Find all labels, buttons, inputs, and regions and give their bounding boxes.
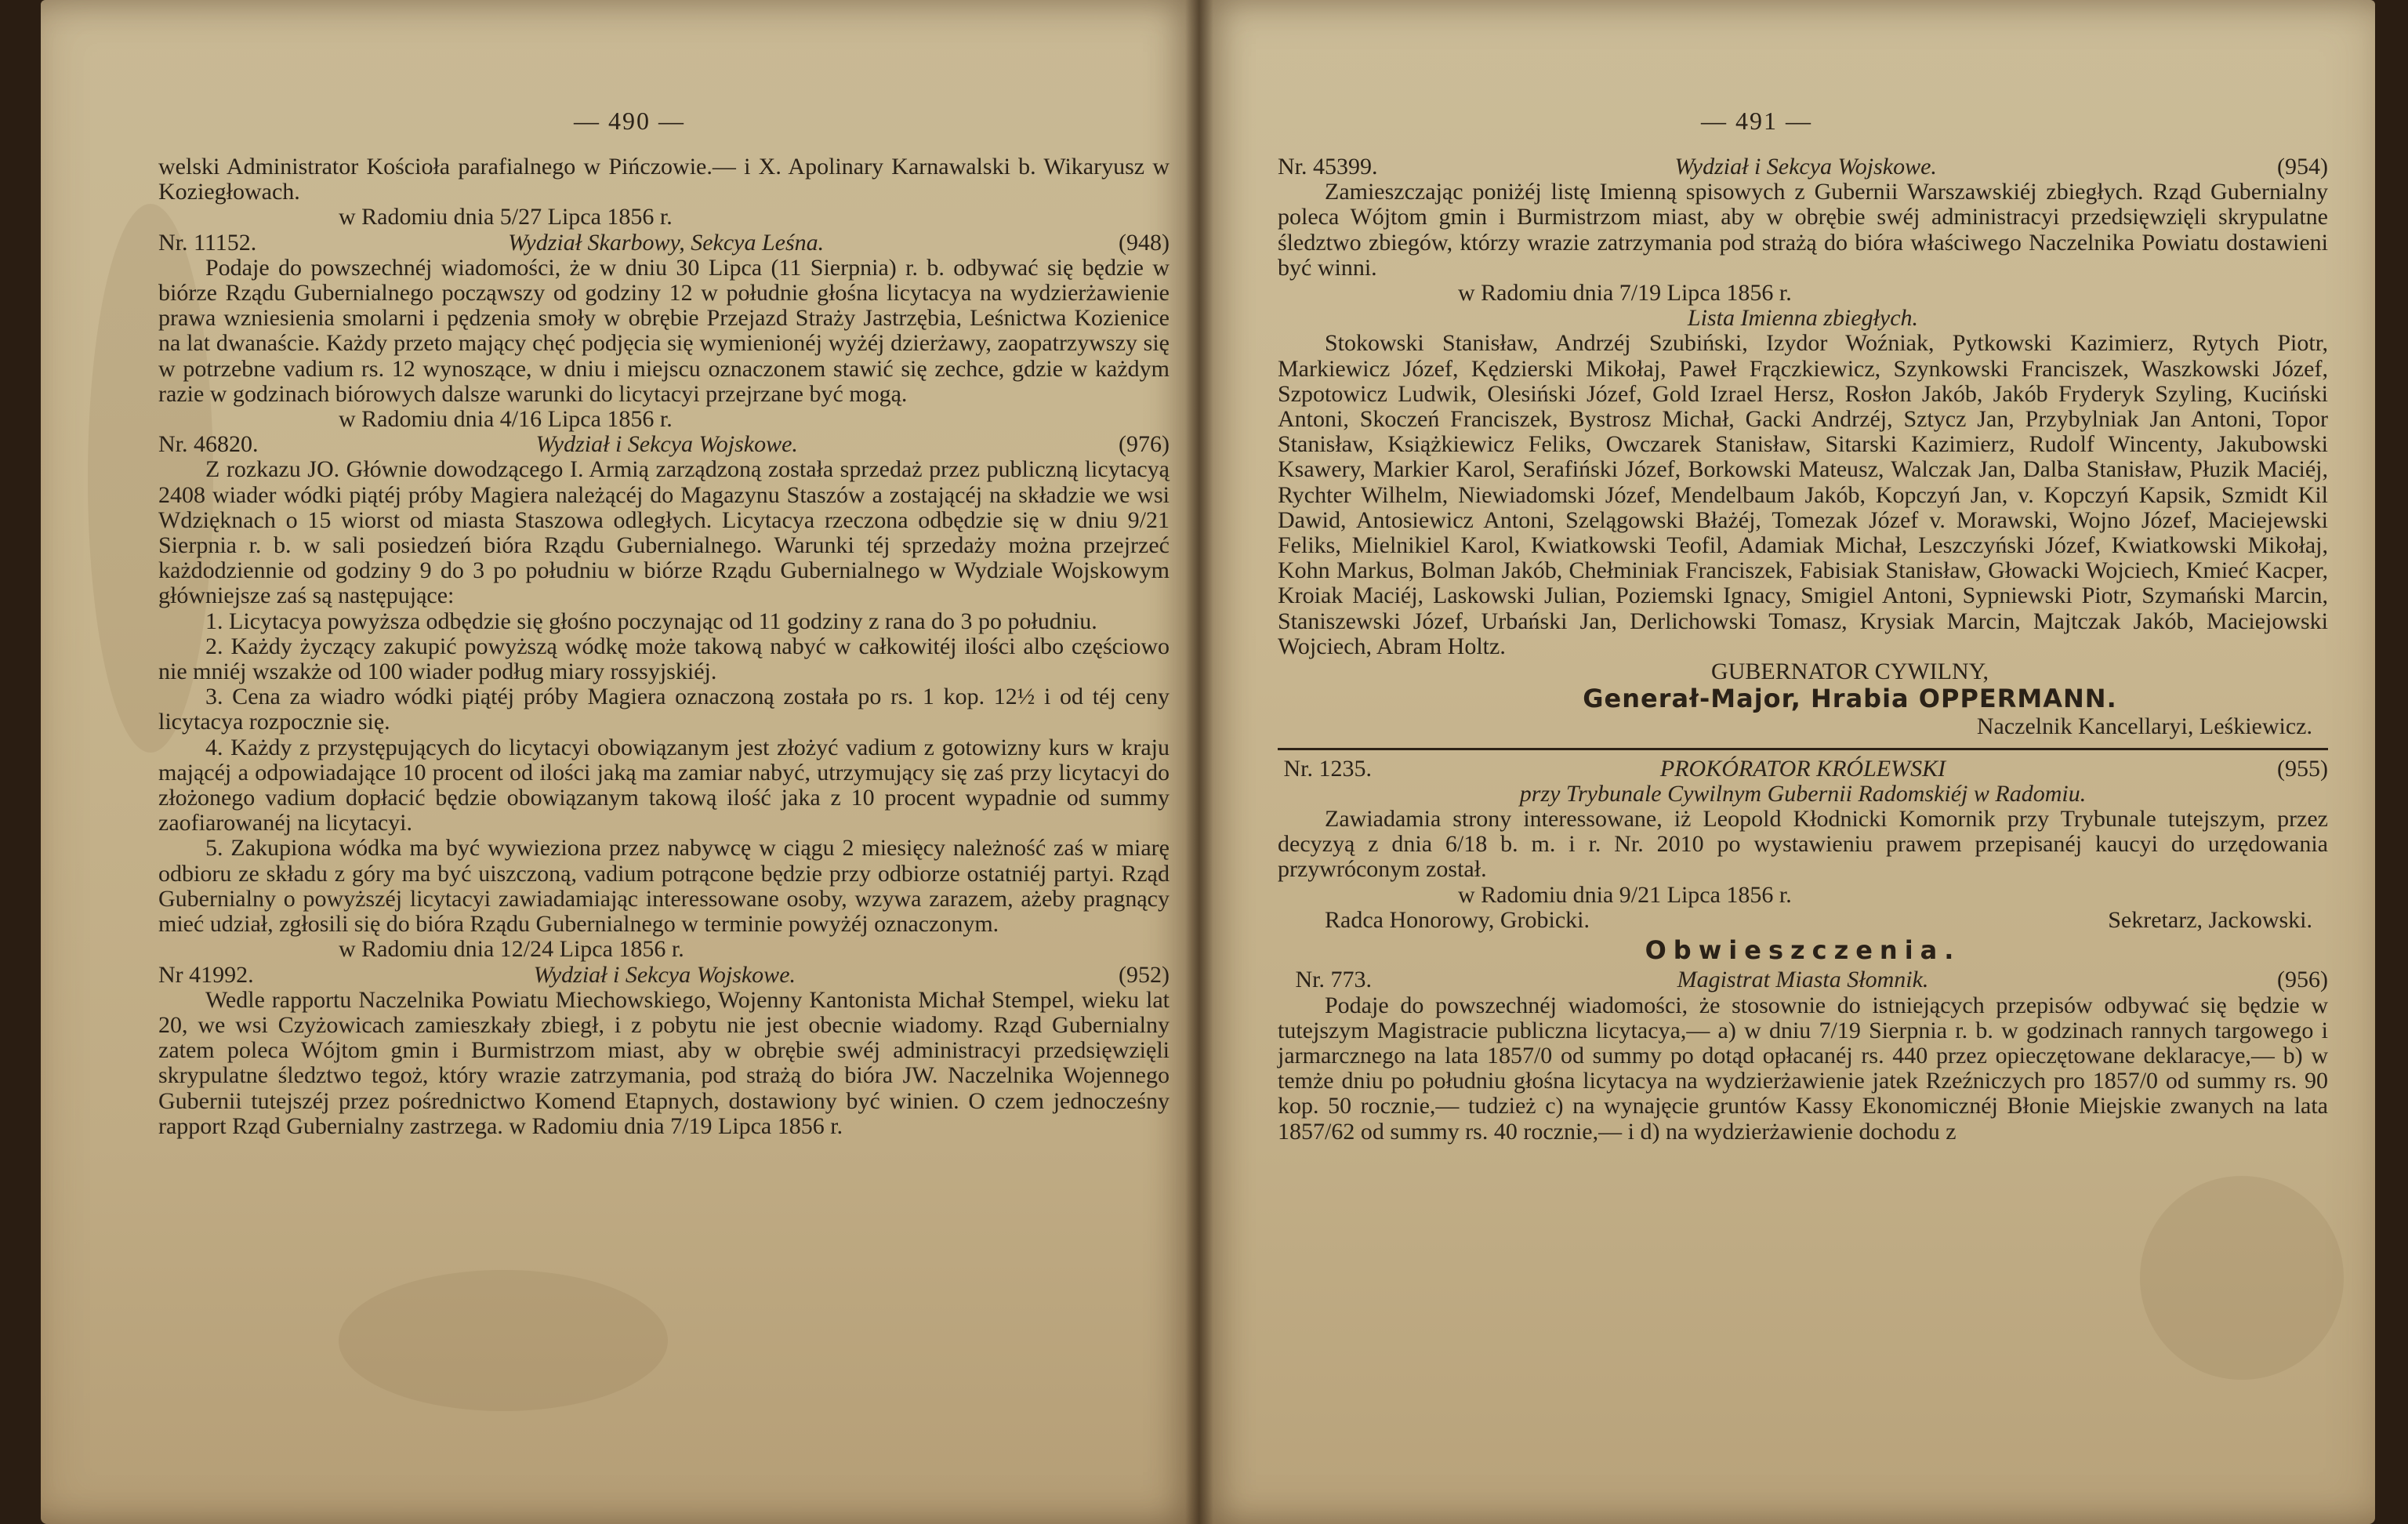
notice-reference: (976) [1119, 431, 1170, 458]
notice-header [1278, 967, 2328, 992]
notice-department: Wydział i Sekcya Wojskowe. [1674, 154, 1937, 180]
notice-paragraph: 4. Każdy z przystępujących do licytacyi obowiązanym jest złożyć vadium z gotowizny kurs w kraju mającéj a odpowiadające 10 procent od ilości jaką ma zamiar nabyć, utrzymujący się zaś przy licytacyi do złożonego vadium dopłacić będzie obowiązanym takową ilość jaka z 10 procent wypadnie od summy zaofiarowanéj na licytacyi. [158, 734, 1170, 836]
paper-stain [2140, 1176, 2344, 1380]
notice-paragraph: 5. Zakupiona wódka ma być wywieziona przez nabywcę w ciągu 2 miesięcy należność zaś w miarę odbioru ze składu z góry ma być uiszczoną, vadium potrącone będzie przy odbiorze ostatniéj partyi. Rząd Gubernialny o powyższéj licytacyi zawiadamiając interessowane osoby, wzywa zarazem, ażeby pragnący mieć udział, zgłosili się do bióra Rządu Gubernialnego w terminie powyżéj oznaczonym. [158, 835, 1170, 938]
notice-department: PROKÓRATOR KRÓLEWSKI [1659, 755, 1946, 782]
notice-reference: (954) [2277, 154, 2328, 180]
notice-reference: (948) [1119, 229, 1170, 256]
notice-header [1278, 154, 2328, 180]
notice-paragraph: Podaje do powszechnéj wiadomości, że w dniu 30 Lipca (11 Sierpnia) r. b. odbywać się będzie w biórze Rządu Gubernialnego począwszy od godziny 12 w południe głośna licytacya na wydzierżawienie prawa wzniesienia smolarni i pędzenia smoły w obrębie Przejazd Straży Jastrzębia, Leśnictwa Kozienice na lat dwanaście. Każdy przeto mający chęć podjęcia się wymienionéj wyżéj dzierżawy, zaopatrzywszy się w potrzebne vadium rs. 12 wynoszące, w dniu i miejscu oznaczonem stawić się zechce, gdzie w każdym razie w godzinach biórowych dalsze warunki do licytacyi przejrzane być mogą. [158, 254, 1170, 407]
governor-title: GUBERNATOR CYWILNY, [1711, 659, 1989, 685]
notice-department: Wydział i Sekcya Wojskowe. [533, 961, 796, 988]
notice-department: Wydział Skarbowy, Sekcya Leśna. [508, 229, 825, 256]
notice-date: w Radomiu dnia 4/16 Lipca 1856 r. [339, 406, 673, 433]
notice-number: Nr 41992. [158, 961, 254, 988]
notice-header [158, 963, 1170, 988]
notice-paragraph: Zawiadamia strony interessowane, iż Leopold Kłodnicki Komornik przy Trybunale tutejszym, przez decyzyą z dnia 6/18 b. m. i r. Nr. 2010 po wystawieniu prawem przepisanéj kaucyi do urzędowania przywróconym został. [1278, 806, 2328, 883]
notice-date: w Radomiu dnia 12/24 Lipca 1856 r. [339, 936, 684, 963]
right-page [1199, 0, 2375, 1524]
page-number: — 490 — [574, 107, 685, 135]
notice-paragraph: Z rozkazu JO. Głównie dowodzącego I. Armią zarządzoną została sprzedaż przez publiczną licytacyą 2408 wiader wódki piątéj próby Magiera należącéj do Magazynu Staszów a zostającéj na składzie we wsi Wdzięknach o 15 wiorst od miasta Staszowa odległych. Licytacya rzeczona odbędzie się w dniu 9/21 Sierpnia r. b. w sali posiedzeń bióra Rządu Gubernialnego. Warunki téj sprzedaży można przejrzeć każdodziennie od godziny 9 do 3 po południu w biórze Rządu Gubernialnego w Wydziale Wojskowym główniejsze zaś są następujące: [158, 456, 1170, 609]
notice-number: Nr. 46820. [158, 431, 259, 458]
notice-paragraph: 2. Każdy życzący zakupić powyższą wódkę może takową nabyć w całkowitéj ilości albo częściowo nie mniéj wszakże od 100 wiader podług miary rossyjskiéj. [158, 633, 1170, 685]
notice-number: Nr. 1235. [1283, 755, 1372, 782]
notice-paragraph: Podaje do powszechnéj wiadomości, że stosownie do istniejących przepisów odbywać się będzie w tutejszym Magistracie publiczna licytacya,— a) w dniu 7/19 Sierpnia r. b. w godzinach rannych targowego i jarmarcznego na lata 1857/0 od summy po dotąd opłacanéj rs. 440 przez opieczętowane deklaracye,— b) w temże dniu po południu głośna licytacya na wydzierżawienie jatek Rzeźniczych pro 1857/0 od summy rs. 90 kop. 50 rocznie,— tudzież c) na wynajęcie gruntów Kassy Ekonomicznéj Błonie Miejskie zwanych na lata 1857/62 od summy rs. 40 rocznie,— i d) na wydzierżawienie dochodu z [1278, 992, 2328, 1145]
notice-header [1278, 757, 2328, 782]
notice-paragraph: 3. Cena za wiadro wódki piątéj próby Magiera oznaczoną została po rs. 1 kop. 12½ i od téj ceny licytacya rozpocznie się. [158, 684, 1170, 735]
notice-number: Nr. 11152. [158, 229, 257, 256]
page-number: — 491 — [1701, 107, 1812, 135]
notice-number: Nr. 45399. [1278, 154, 1378, 180]
section-title: przy Trybunale Cywilnym Gubernii Radomskiéj w Radomiu. [1519, 780, 2087, 807]
notice-department: Magistrat Miasta Słomnik. [1677, 967, 1929, 993]
notice-paragraph: Wedle rapportu Naczelnika Powiatu Miechowskiego, Wojenny Kantonista Michał Stempel, wieku lat 20, we wsi Czyżowicach zamieszkały zbiegł, i z pobytu nie jest obecnie wiadomy. Rząd Gubernialny zatem poleca Wójtom gmin i Burmistrzom miast, aby w obrębie swéj administracyi przedsięwzięli skrypulatne śledztwo tegoż, który wrazie zatrzymania, pod strażą do bióra JW. Naczelnika Wojennego Gubernii tutejszéj przez pośrednictwo Komend Etapnych, dostawiony być winien. O czem jednocześny rapport Rząd Gubernialny zastrzega. w Radomiu dnia 7/19 Lipca 1856 r. [158, 986, 1170, 1139]
signature-right: Sekretarz, Jackowski. [2108, 906, 2312, 933]
notice-paragraph: Zamieszczając poniżéj listę Imienną spisowych z Gubernii Warszawskiéj zbiegłych. Rząd Gubernialny poleca Wójtom gmin i Burmistrzom miast, aby w obrębie swéj administracyi przedsięwzięli skrypulatne śledztwo zbiegów, którzy wrazie zatrzymania pod strażą do bióra właściwego Naczelnika Powiatu dostawieni być winni. [1278, 179, 2328, 281]
signature-left: Radca Honorowy, Grobicki. [1325, 906, 1590, 933]
left-page [41, 0, 1199, 1524]
notice-reference: (956) [2277, 967, 2328, 993]
section-divider [1278, 748, 2328, 750]
notice-paragraph: Stokowski Stanisław, Andrzéj Szubiński, Izydor Woźniak, Pytkowski Kazimierz, Rytych Piotr, Markiewicz Józef, Kędzierski Mikołaj, Paweł Frączkiewicz, Szynkowski Franciszek, Waszkowski Józef, Szpotowicz Ludwik, Olesiński Józef, Gold Izrael Hersz, Rosłon Jakób, Jakób Fryderyk Szyling, Kuciński Antoni, Skoczeń Franciszek, Bystrosz Michał, Gacki Andrzéj, Sztycz Jan, Przybylniak Jan Antoni, Topor Stanisław, Książkiewicz Feliks, Owczarek Stanisław, Sitarski Kazimierz, Rudolf Wincenty, Jakubowski Ksawery, Markier Karol, Serafiński Józef, Borkowski Mateusz, Walczak Jan, Dalba Stanisław, Płuzik Maciéj, Rychter Wilhelm, Niewiadomski Józef, Mendelbaum Jakób, Kopczyń Jan, v. Kopczyń Kapsik, Szmidt Kil Dawid, Antosiewicz Antoni, Szelągowski Błażéj, Tomezak Józef v. Morawski, Wojno Józef, Maciejewski Feliks, Mielnikiel Karol, Kwiatkowski Teofil, Adamiak Michał, Leszczyński Józef, Kwiatkowski Mikołaj, Kohn Markus, Bolman Jakób, Chełminiak Franciszek, Fabisiak Stanisław, Głowacki Wojciech, Kmieć Kacper, Kroiak Maciéj, Laskowski Julian, Poziemski Ignacy, Smigiel Antoni, Sypniewski Piotr, Szymański Marcin, Staniszewski Józef, Urbański Jan, Derlichowski Tomasz, Krysiak Marcin, Majtczak Jakób, Maciejowski Wojciech, Abram Holtz. [1278, 330, 2328, 659]
chancellery-signature: Naczelnik Kancellaryi, Leśkiewicz. [1976, 713, 2312, 740]
notice-number: Nr. 773. [1295, 967, 1372, 993]
notice-paragraph: 1. Licytacya powyższa odbędzie się głośno poczynając od 11 godziny z rana do 3 po południu. [205, 608, 1097, 634]
announcements-heading: Obwieszczenia. [1645, 935, 1961, 966]
left-column-text [158, 154, 1170, 1139]
notice-date: w Radomiu dnia 9/21 Lipca 1856 r. [1458, 881, 1792, 908]
notice-header [158, 432, 1170, 457]
notice-header [158, 230, 1170, 256]
book-gutter [1185, 0, 1213, 1524]
notice-date: w Radomiu dnia 7/19 Lipca 1856 r. [1458, 280, 1792, 307]
continued-text: welski Administrator Kościoła parafialnego w Pińczowie.— i X. Apolinary Karnawalski b. Wikaryusz w Koziegłowach. [158, 154, 1170, 205]
notice-reference: (952) [1119, 961, 1170, 988]
right-column-text [1278, 154, 2328, 1145]
signatures [1278, 908, 2328, 933]
notice-date: w Radomiu dnia 5/27 Lipca 1856 r. [339, 204, 673, 230]
notice-reference: (955) [2277, 755, 2328, 782]
paper-stain [339, 1270, 668, 1411]
section-title: Lista Imienna zbiegłych. [1687, 305, 1919, 332]
governor-name: Generał-Major, Hrabia OPPERMANN. [1583, 684, 2117, 714]
notice-department: Wydział i Sekcya Wojskowe. [535, 431, 798, 458]
